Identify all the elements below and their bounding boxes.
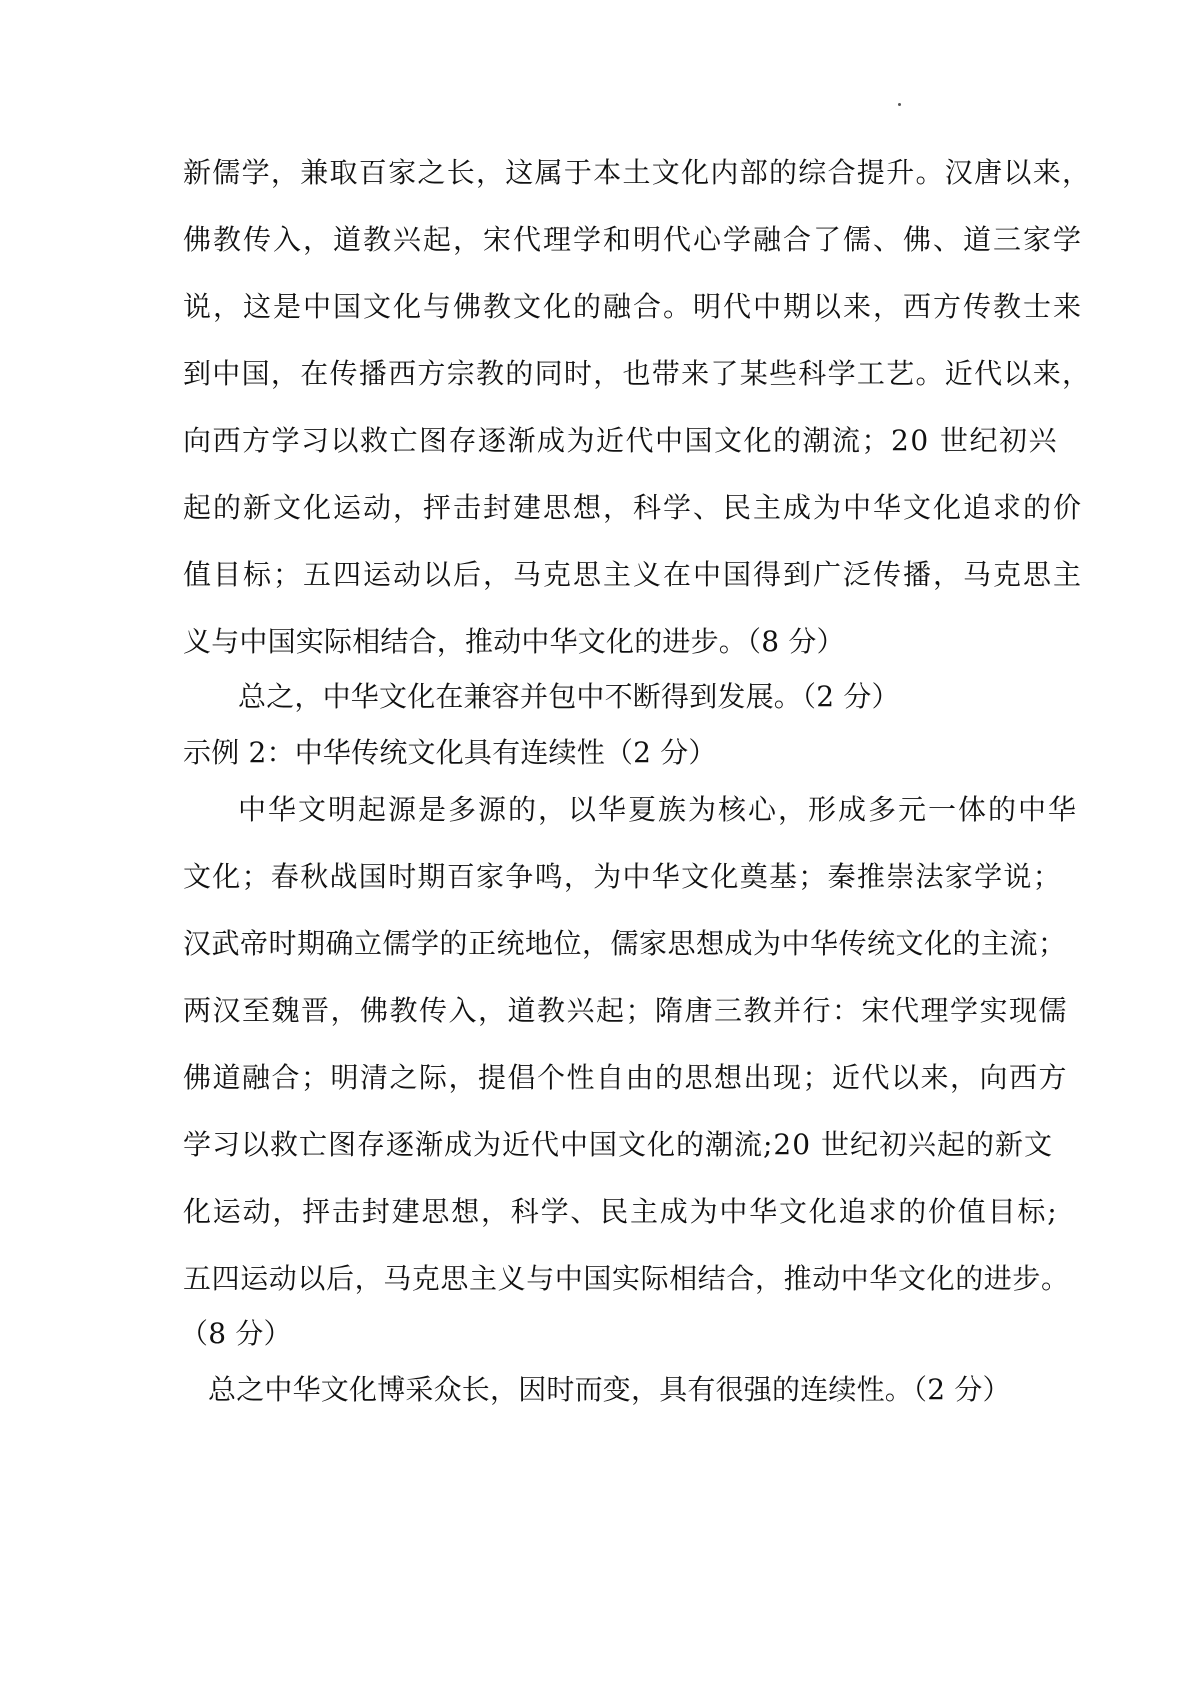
paragraph-line: 义与中国实际相结合，推动中华文化的进步。（8 分） <box>183 625 845 658</box>
summary-line: 总之，中华文化在兼容并包中不断得到发展。（2 分） <box>238 680 900 713</box>
paragraph-line: 佛道融合；明清之际，提倡个性自由的思想出现；近代以来，向西方 <box>183 1061 1069 1094</box>
paragraph-line: 学习以救亡图存逐渐成为近代中国文化的潮流;20 世纪初兴起的新文 <box>183 1128 1053 1161</box>
paragraph-line: （8 分） <box>180 1317 292 1350</box>
paragraph-line: 起的新文化运动，抨击封建思想，科学、民主成为中华文化追求的价 <box>183 491 1084 524</box>
paragraph-line: 说，这是中国文化与佛教文化的融合。明代中期以来，西方传教士来 <box>183 290 1084 323</box>
paragraph-line: 新儒学，兼取百家之长，这属于本土文化内部的综合提升。汉唐以来， <box>183 156 1092 189</box>
paragraph-line: 向西方学习以救亡图存逐渐成为近代中国文化的潮流；20 世纪初兴 <box>183 424 1059 457</box>
scan-speck <box>898 103 901 106</box>
paragraph-line: 化运动，抨击封建思想，科学、民主成为中华文化追求的价值目标; <box>183 1195 1059 1228</box>
example-heading: 示例 2：中华传统文化具有连续性（2 分） <box>183 736 717 769</box>
paragraph-line: 到中国，在传播西方宗教的同时，也带来了某些科学工艺。近代以来， <box>183 357 1092 390</box>
paragraph-line: 汉武帝时期确立儒学的正统地位，儒家思想成为中华传统文化的主流； <box>183 927 1067 960</box>
paragraph-line: 两汉至魏晋，佛教传入，道教兴起；隋唐三教并行：宋代理学实现儒 <box>183 994 1069 1027</box>
paragraph-line: 文化；春秋战国时期百家争鸣，为中华文化奠基；秦推崇法家学说； <box>183 860 1063 893</box>
paragraph-line: 五四运动以后，马克思主义与中国实际相结合，推动中华文化的进步。 <box>183 1262 1070 1295</box>
paragraph-line: 佛教传入，道教兴起，宋代理学和明代心学融合了儒、佛、道三家学 <box>183 223 1084 256</box>
paragraph-line: 值目标；五四运动以后，马克思主义在中国得到广泛传播，马克思主 <box>183 558 1084 591</box>
paragraph-line: 中华文明起源是多源的，以华夏族为核心，形成多元一体的中华 <box>238 793 1079 826</box>
summary-line: 总之中华文化博采众长，因时而变，具有很强的连续性。（2 分） <box>208 1373 1011 1406</box>
